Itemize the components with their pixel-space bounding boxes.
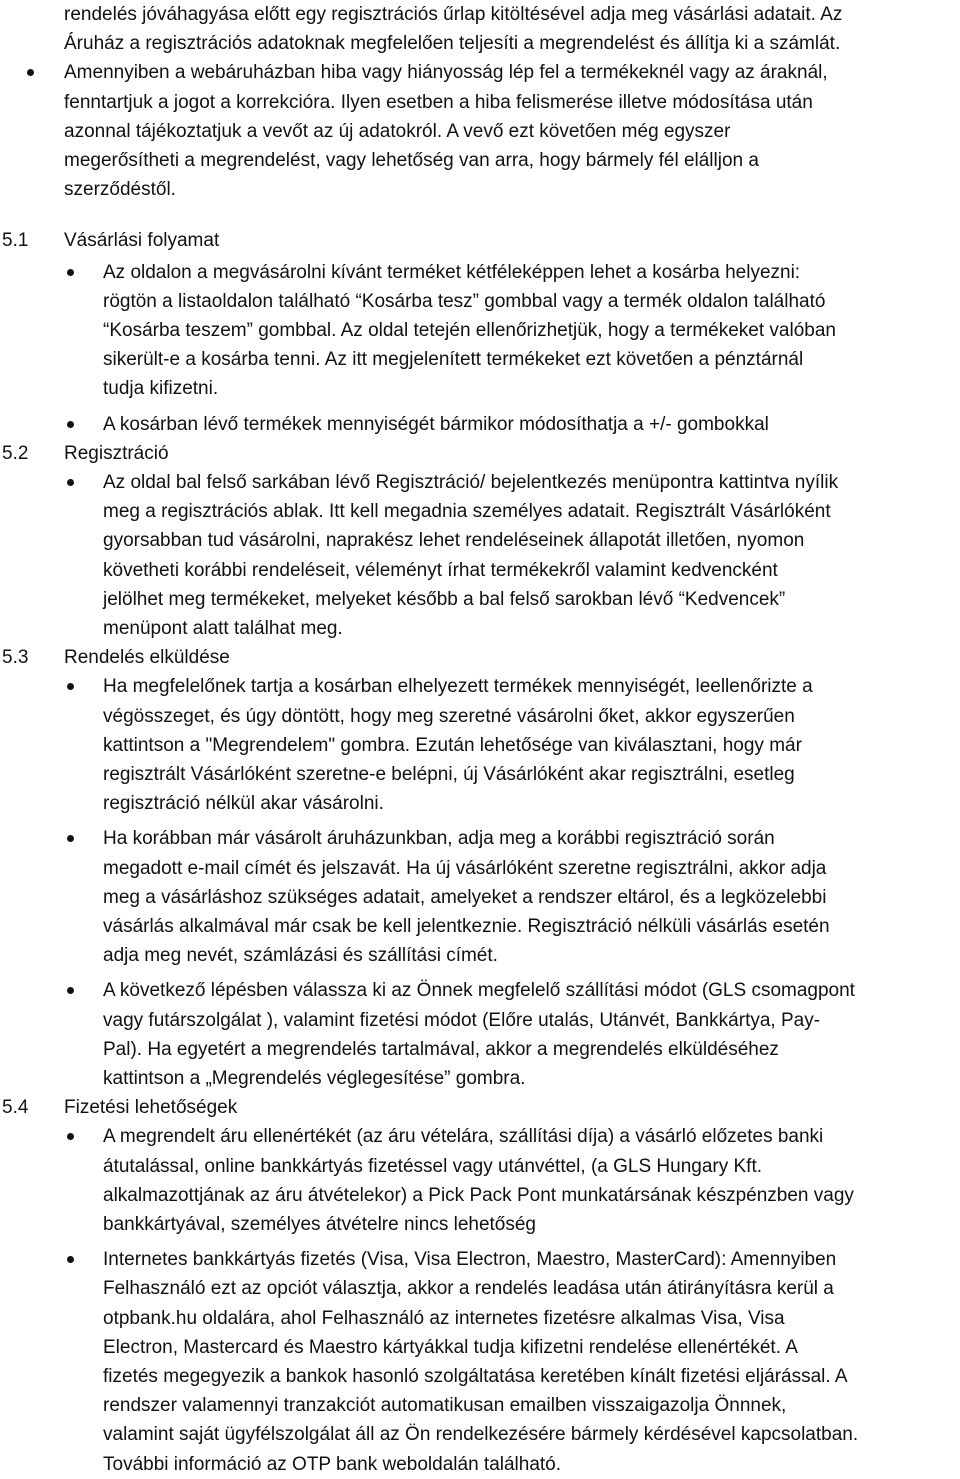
section-title: Vásárlási folyamat [64,230,220,252]
list-item-line: alkalmazottjának az áru átvételekor) a Pick Pack Pont munkatársának készpénzben vagy [103,1184,854,1206]
list-item-line: sikerült-e a kosárba tenni. Az itt megjelenített termékeket ezt követően a pénztárnál [103,349,804,371]
list-item-line: Felhasználó ezt az opciót választja, akkor a rendelés leadása után átirányításra kerül a [103,1278,834,1300]
bullet-icon [67,1256,74,1263]
paragraph-line: Áruház a regisztrációs adatoknak megfelelően teljesíti a megrendelést és állítja ki a számlát. [64,33,841,55]
bullet-icon [67,1133,74,1140]
section-title: Regisztráció [64,442,169,464]
section-number: 5.1 [2,230,29,252]
list-item-line: azonnal tájékoztatjuk a vevőt az új adatokról. A vevő ezt követően még egyszer [64,120,731,142]
list-item-line: tudja kifizetni. [103,378,219,400]
section-title: Rendelés elküldése [64,647,230,669]
list-item-line: A következő lépésben válassza ki az Önnek megfelelő szállítási módot (GLS csomagpont [103,980,855,1002]
list-item-line: szerződéstől. [64,179,176,201]
list-item-line: rögtön a listaoldalon található “Kosárba tesz” gombbal vagy a termék oldalon található [103,290,826,312]
list-item-line: fizetés megegyezik a bankok hasonló szolgáltatása keretében kínált fizetési eljárással. A [103,1366,848,1387]
section-number: 5.3 [2,647,29,669]
list-item-line: meg a vásárláshoz szükséges adatait, amelyeket a rendszer eltárol, és a legközelebbi [103,886,827,908]
list-item-line: otpbank.hu oldalára, ahol Felhasználó az internetes fizetésre alkalmas Visa, Visa [103,1307,785,1329]
list-item-line: Internetes bankkártyás fizetés (Visa, Visa Electron, Maestro, MasterCard): Amennyiben [103,1249,837,1271]
list-item-line: bankkártyával, személyes átvételre nincs lehetőség [103,1214,537,1235]
list-item-line: További információ az OTP bank weboldalán található. [103,1453,562,1475]
list-item-line: átutalással, online bankkártyás fizetéssel vagy utánvéttel, (a GLS Hungary Kft. [103,1155,763,1177]
list-item-line: meg a regisztrációs ablak. Itt kell megadnia személyes adatait. Regisztrált Vásárlóként [103,501,831,523]
list-item-line: valamint saját ügyfélszolgálat áll az Ön rendelkezésére bármely kérdésével kapcsolatban. [103,1424,859,1446]
bullet-icon [67,683,74,690]
list-item-line: rendszer valamennyi tranzakciót automatikusan emailben visszaigazolja Önnnek, [103,1395,787,1417]
list-item-line: adja meg nevét, számlázási és szállítási címét. [103,945,498,967]
list-item-line: vásárlás alkalmával már csak be kell jelentkeznie. Regisztráció nélküli vásárlás esetén [103,916,830,937]
list-item-line: Electron, Mastercard és Maestro kártyákkal tudja kifizetni rendelése ellenértékét. A [103,1336,798,1358]
list-item-line: követheti korábbi rendeléseit, véleményt írhat termékekről valamint kedvencként [103,559,778,581]
list-item-line: A megrendelt áru ellenértékét (az áru vételára, szállítási díja) a vásárló előzetes banki [103,1126,824,1148]
bullet-icon [67,835,74,842]
list-item-line: megerősítheti a megrendelést, vagy lehetőség van arra, hogy bármely fél elálljon a [64,150,759,171]
bullet-icon [27,69,34,76]
list-item-line: regisztráció nélkül akar vásárolni. [103,793,384,815]
list-item-line: Az oldalon a megvásárolni kívánt terméket kétféleképpen lehet a kosárba helyezni: [103,261,801,283]
paragraph-line: rendelés jóváhagyása előtt egy regisztrációs űrlap kitöltésével adja meg vásárlási adatait. Az [64,4,843,25]
bullet-icon [67,269,74,276]
list-item-line: “Kosárba teszem” gombbal. Az oldal tetején ellenőrizhetjük, hogy a termékeket valóban [103,320,836,341]
list-item-line: Ha megfelelőnek tartja a kosárban elhelyezett termékek mennyiségét, leellenőrizte a [103,676,813,698]
list-item-line: végösszeget, és úgy döntött, hogy meg szeretné vásárolni őket, akkor egyszerűen [103,705,795,727]
section-title: Fizetési lehetőségek [64,1097,238,1119]
list-item-line: regisztrált Vásárlóként szeretne-e belépni, új Vásárlóként akar regisztrálni, esetleg [103,764,795,785]
bullet-icon [67,421,74,428]
list-item-line: megadott e-mail címét és jelszavát. Ha új vásárlóként szeretne regisztrálni, akkor adja [103,857,827,879]
section-number: 5.4 [2,1097,29,1119]
section-number: 5.2 [2,442,29,464]
list-item-line: jelölhet meg termékeket, melyeket később a bal felső sarokban lévő “Kedvencek” [103,588,786,610]
bullet-icon [67,987,74,994]
list-item-line: Pal). Ha egyetért a megrendelés tartalmával, akkor a megrendelés elküldéséhez [103,1038,779,1060]
list-item-line: kattintson a „Megrendelés véglegesítése” gombra. [103,1068,526,1089]
list-item-line: gyorsabban tud vásárolni, naprakész lehet rendeléseinek állapotát illetően, nyomon [103,530,805,552]
list-item-line: Az oldal bal felső sarkában lévő Regisztráció/ bejelentkezés menüpontra kattintva nyílik [103,472,839,493]
list-item-line: fenntartjuk a jogot a korrekcióra. Ilyen esetben a hiba felismerése illetve módosítása után [64,91,813,113]
list-item-line: Amennyiben a webáruházban hiba vagy hiányosság lép fel a termékeknél vagy az áraknál, [64,62,828,84]
list-item-line: menüpont alatt találhat meg. [103,618,343,639]
list-item-line: Ha korábban már vásárolt áruházunkban, adja meg a korábbi regisztráció során [103,828,775,850]
list-item-line: vagy futárszolgálat ), valamint fizetési módot (Előre utalás, Utánvét, Bankkártya, Pay- [103,1009,821,1031]
list-item-line: kattintson a "Megrendelem" gombra. Ezután lehetősége van kiválasztani, hogy már [103,734,802,756]
list-item-line: A kosárban lévő termékek mennyiségét bármikor módosíthatja a +/- gombokkal [103,413,769,435]
bullet-icon [67,479,74,486]
